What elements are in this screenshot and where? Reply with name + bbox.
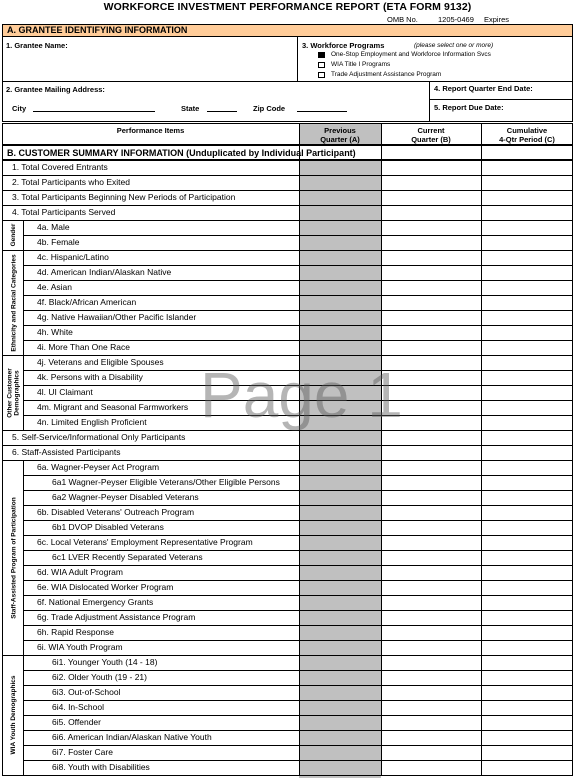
program-label: WIA Title I Programs	[331, 61, 391, 68]
previous-quarter-cell[interactable]	[300, 296, 380, 309]
table-row-label: 5. Self-Service/Informational Only Participants	[12, 432, 186, 442]
current-quarter-cell[interactable]	[382, 671, 480, 684]
current-quarter-cell[interactable]	[382, 716, 480, 729]
previous-quarter-header: Previous Quarter (A)	[320, 126, 360, 144]
program-checkbox[interactable]	[318, 62, 325, 68]
previous-quarter-cell[interactable]	[300, 761, 380, 774]
table-row-label: 4c. Hispanic/Latino	[37, 252, 109, 262]
workforce-programs-note: (please select one or more)	[414, 42, 494, 49]
cumulative-cell[interactable]	[482, 266, 572, 279]
current-quarter-cell[interactable]	[382, 581, 480, 594]
omb-label: OMB No.	[387, 15, 418, 24]
current-quarter-cell[interactable]	[382, 311, 480, 324]
table-row-label: 4i. More Than One Race	[37, 342, 130, 352]
cumulative-cell[interactable]	[482, 596, 572, 609]
cumulative-cell[interactable]	[482, 446, 572, 459]
table-row-label: 4m. Migrant and Seasonal Farmworkers	[37, 402, 189, 412]
table-row-label: 4b. Female	[37, 237, 80, 247]
current-quarter-cell[interactable]	[382, 206, 480, 219]
current-quarter-cell[interactable]	[382, 641, 480, 654]
section-a-header: A. GRANTEE IDENTIFYING INFORMATION	[2, 24, 573, 37]
current-quarter-cell[interactable]	[382, 221, 480, 234]
previous-quarter-cell[interactable]	[300, 626, 380, 639]
cumulative-cell[interactable]	[482, 326, 572, 339]
current-quarter-cell[interactable]	[382, 761, 480, 774]
group-label: Staff-Assisted Program of Participation	[9, 496, 17, 619]
current-quarter-cell[interactable]	[382, 551, 480, 564]
cumulative-cell[interactable]	[482, 281, 572, 294]
table-row-label: 6c. Local Veterans' Employment Representative Program	[37, 537, 253, 547]
expires-label: Expires	[484, 15, 510, 24]
current-quarter-cell[interactable]	[382, 296, 480, 309]
state-label: State	[181, 104, 200, 113]
previous-quarter-cell[interactable]	[300, 641, 380, 654]
previous-quarter-cell[interactable]	[300, 716, 380, 729]
previous-quarter-cell[interactable]	[300, 521, 380, 534]
previous-quarter-cell[interactable]	[300, 731, 380, 744]
cumulative-cell[interactable]	[482, 761, 572, 774]
table-row-label: 6d. WIA Adult Program	[37, 567, 123, 577]
previous-quarter-cell[interactable]	[300, 311, 380, 324]
cumulative-cell[interactable]	[482, 551, 572, 564]
state-field[interactable]	[207, 111, 237, 112]
cumulative-cell[interactable]	[482, 356, 572, 369]
previous-quarter-cell[interactable]	[300, 506, 380, 519]
table-row-label: 6e. WIA Dislocated Worker Program	[37, 582, 174, 592]
current-quarter-cell[interactable]	[382, 446, 480, 459]
previous-quarter-cell[interactable]	[300, 536, 380, 549]
divider	[297, 37, 298, 81]
previous-quarter-cell[interactable]	[300, 551, 380, 564]
table-row-label: 6i8. Youth with Disabilities	[52, 762, 150, 772]
previous-quarter-cell[interactable]	[300, 596, 380, 609]
previous-quarter-cell[interactable]	[300, 671, 380, 684]
program-checkbox[interactable]	[318, 52, 325, 58]
current-quarter-cell[interactable]	[382, 536, 480, 549]
current-quarter-cell[interactable]	[382, 161, 480, 174]
current-quarter-cell[interactable]	[382, 191, 480, 204]
cumulative-cell[interactable]	[482, 536, 572, 549]
current-quarter-cell[interactable]	[382, 731, 480, 744]
table-row-label: 6i3. Out-of-School	[52, 687, 121, 697]
previous-quarter-cell[interactable]	[300, 491, 380, 504]
previous-quarter-cell[interactable]	[300, 191, 380, 204]
zip-field[interactable]	[297, 111, 347, 112]
cumulative-cell[interactable]	[482, 641, 572, 654]
city-label: City	[12, 104, 27, 113]
previous-quarter-cell[interactable]	[300, 686, 380, 699]
table-row-label: 2. Total Participants who Exited	[12, 177, 130, 187]
current-quarter-cell[interactable]	[382, 701, 480, 714]
current-quarter-cell[interactable]	[382, 746, 480, 759]
row-divider	[2, 775, 573, 776]
cumulative-cell[interactable]	[482, 521, 572, 534]
quarter-end-label: 4. Report Quarter End Date:	[434, 84, 533, 93]
mailing-address-label: 2. Grantee Mailing Address:	[6, 85, 105, 94]
previous-quarter-cell[interactable]	[300, 341, 380, 354]
previous-quarter-cell[interactable]	[300, 446, 380, 459]
table-row-label: 4f. Black/African American	[37, 297, 137, 307]
table-row-label: 6i1. Younger Youth (14 - 18)	[52, 657, 158, 667]
cumulative-cell[interactable]	[482, 161, 572, 174]
table-row-label: 6i5. Offender	[52, 717, 101, 727]
current-quarter-header: Current Quarter (B)	[411, 126, 451, 144]
workforce-programs-label: 3. Workforce Programs	[302, 41, 385, 50]
previous-quarter-cell[interactable]	[300, 161, 380, 174]
group-label: WIA Youth Demographics	[9, 675, 17, 755]
table-row-label: 4n. Limited English Proficient	[37, 417, 147, 427]
table-row-label: 6i2. Older Youth (19 - 21)	[52, 672, 147, 682]
program-label: One-Stop Employment and Workforce Information Svcs	[331, 51, 491, 58]
table-row-label: 6a. Wagner-Peyser Act Program	[37, 462, 160, 472]
table-row-label: 4g. Native Hawaiian/Other Pacific Islander	[37, 312, 197, 322]
cumulative-cell[interactable]	[482, 701, 572, 714]
program-checkbox[interactable]	[318, 72, 325, 78]
cumulative-cell[interactable]	[482, 656, 572, 669]
previous-quarter-cell[interactable]	[300, 281, 380, 294]
table-row-label: 4a. Male	[37, 222, 70, 232]
previous-quarter-cell[interactable]	[300, 656, 380, 669]
group-label: Other Customer Demographics	[6, 367, 20, 418]
current-quarter-cell[interactable]	[382, 326, 480, 339]
current-quarter-cell[interactable]	[382, 431, 480, 444]
current-quarter-cell[interactable]	[382, 266, 480, 279]
cumulative-cell[interactable]	[482, 206, 572, 219]
current-quarter-cell[interactable]	[382, 566, 480, 579]
table-row-label: 4h. White	[37, 327, 73, 337]
cumulative-cell[interactable]	[482, 341, 572, 354]
cumulative-cell[interactable]	[482, 746, 572, 759]
cumulative-cell[interactable]	[482, 416, 572, 429]
current-quarter-cell[interactable]	[382, 521, 480, 534]
divider	[429, 81, 430, 122]
current-quarter-cell[interactable]	[382, 476, 480, 489]
previous-quarter-cell[interactable]	[300, 566, 380, 579]
grantee-name-label: 1. Grantee Name:	[6, 41, 68, 50]
table-row-label: 1. Total Covered Entrants	[12, 162, 108, 172]
table-row-label: 6a2 Wagner-Peyser Disabled Veterans	[52, 492, 199, 502]
performance-items-header: Performance Items	[116, 126, 185, 135]
table-row-label: 6a1 Wagner-Peyser Eligible Veterans/Other Eligible Persons	[52, 477, 280, 487]
current-quarter-cell[interactable]	[382, 686, 480, 699]
previous-quarter-cell[interactable]	[300, 746, 380, 759]
current-quarter-cell[interactable]	[382, 626, 480, 639]
table-row-label: 4j. Veterans and Eligible Spouses	[37, 357, 164, 367]
previous-quarter-cell[interactable]	[300, 326, 380, 339]
cumulative-header: Cumulative 4-Qtr Period (C)	[499, 126, 555, 144]
cumulative-cell[interactable]	[482, 176, 572, 189]
city-field[interactable]	[33, 111, 155, 112]
group-label: Gender	[9, 223, 17, 247]
cumulative-cell[interactable]	[482, 311, 572, 324]
current-quarter-cell[interactable]	[382, 461, 480, 474]
cumulative-cell[interactable]	[482, 491, 572, 504]
cumulative-cell[interactable]	[482, 191, 572, 204]
previous-quarter-cell[interactable]	[300, 176, 380, 189]
cumulative-cell[interactable]	[482, 686, 572, 699]
previous-quarter-cell[interactable]	[300, 236, 380, 249]
cumulative-cell[interactable]	[482, 251, 572, 264]
current-quarter-cell[interactable]	[382, 491, 480, 504]
table-row-label: 4. Total Participants Served	[12, 207, 116, 217]
cumulative-cell[interactable]	[482, 461, 572, 474]
current-quarter-cell[interactable]	[382, 341, 480, 354]
current-quarter-cell[interactable]	[382, 596, 480, 609]
cumulative-cell[interactable]	[482, 401, 572, 414]
cumulative-cell[interactable]	[482, 671, 572, 684]
current-quarter-cell[interactable]	[382, 656, 480, 669]
table-row-label: 4e. Asian	[37, 282, 72, 292]
cumulative-cell[interactable]	[482, 476, 572, 489]
cumulative-cell[interactable]	[482, 581, 572, 594]
cumulative-cell[interactable]	[482, 506, 572, 519]
previous-quarter-cell[interactable]	[300, 701, 380, 714]
cumulative-cell[interactable]	[482, 236, 572, 249]
program-label: Trade Adjustment Assistance Program	[331, 71, 442, 78]
current-quarter-cell[interactable]	[382, 176, 480, 189]
table-row-label: 6. Staff-Assisted Participants	[12, 447, 121, 457]
cumulative-cell[interactable]	[482, 371, 572, 384]
section-b-header: B. CUSTOMER SUMMARY INFORMATION (Unduplicated by Individual Participant)	[2, 145, 573, 160]
cumulative-cell[interactable]	[482, 431, 572, 444]
cumulative-cell[interactable]	[482, 626, 572, 639]
current-quarter-cell[interactable]	[382, 236, 480, 249]
previous-quarter-cell[interactable]	[300, 221, 380, 234]
current-quarter-cell[interactable]	[382, 251, 480, 264]
table-row-label: 4k. Persons with a Disability	[37, 372, 143, 382]
page-watermark: Page 1	[200, 359, 403, 431]
cumulative-cell[interactable]	[482, 221, 572, 234]
cumulative-cell[interactable]	[482, 611, 572, 624]
table-row-label: 6i. WIA Youth Program	[37, 642, 123, 652]
previous-quarter-cell[interactable]	[300, 581, 380, 594]
table-row-label: 6i6. American Indian/Alaskan Native Youth	[52, 732, 212, 742]
current-quarter-cell[interactable]	[382, 611, 480, 624]
group-label: Ethnicity and Racial Categories	[9, 253, 17, 352]
cumulative-cell[interactable]	[482, 566, 572, 579]
previous-quarter-cell[interactable]	[300, 611, 380, 624]
table-row-label: 4d. American Indian/Alaskan Native	[37, 267, 172, 277]
table-row-label: 6c1 LVER Recently Separated Veterans	[52, 552, 203, 562]
divider	[429, 99, 573, 100]
table-row-label: 6b. Disabled Veterans' Outreach Program	[37, 507, 195, 517]
table-row-label: 6b1 DVOP Disabled Veterans	[52, 522, 164, 532]
table-row-label: 4l. UI Claimant	[37, 387, 93, 397]
cumulative-cell[interactable]	[482, 731, 572, 744]
form-title: WORKFORCE INVESTMENT PERFORMANCE REPORT (ETA FORM 9132)	[103, 1, 472, 13]
table-row-label: 6i7. Foster Care	[52, 747, 113, 757]
previous-quarter-cell[interactable]	[300, 206, 380, 219]
cumulative-cell[interactable]	[482, 296, 572, 309]
previous-quarter-cell[interactable]	[300, 431, 380, 444]
divider	[2, 81, 573, 82]
omb-number: 1205-0469	[438, 15, 474, 24]
table-row-label: 6i4. In-School	[52, 702, 104, 712]
previous-quarter-cell[interactable]	[300, 461, 380, 474]
due-date-label: 5. Report Due Date:	[434, 103, 504, 112]
current-quarter-cell[interactable]	[382, 281, 480, 294]
current-quarter-cell[interactable]	[382, 506, 480, 519]
cumulative-cell[interactable]	[482, 716, 572, 729]
table-row-label: 6f. National Emergency Grants	[37, 597, 154, 607]
table-row-label: 6g. Trade Adjustment Assistance Program	[37, 612, 196, 622]
zip-label: Zip Code	[253, 104, 286, 113]
previous-quarter-cell[interactable]	[300, 476, 380, 489]
cumulative-cell[interactable]	[482, 386, 572, 399]
table-row-label: 3. Total Participants Beginning New Periods of Participation	[12, 192, 236, 202]
previous-quarter-cell[interactable]	[300, 251, 380, 264]
previous-quarter-cell[interactable]	[300, 266, 380, 279]
table-row-label: 6h. Rapid Response	[37, 627, 115, 637]
